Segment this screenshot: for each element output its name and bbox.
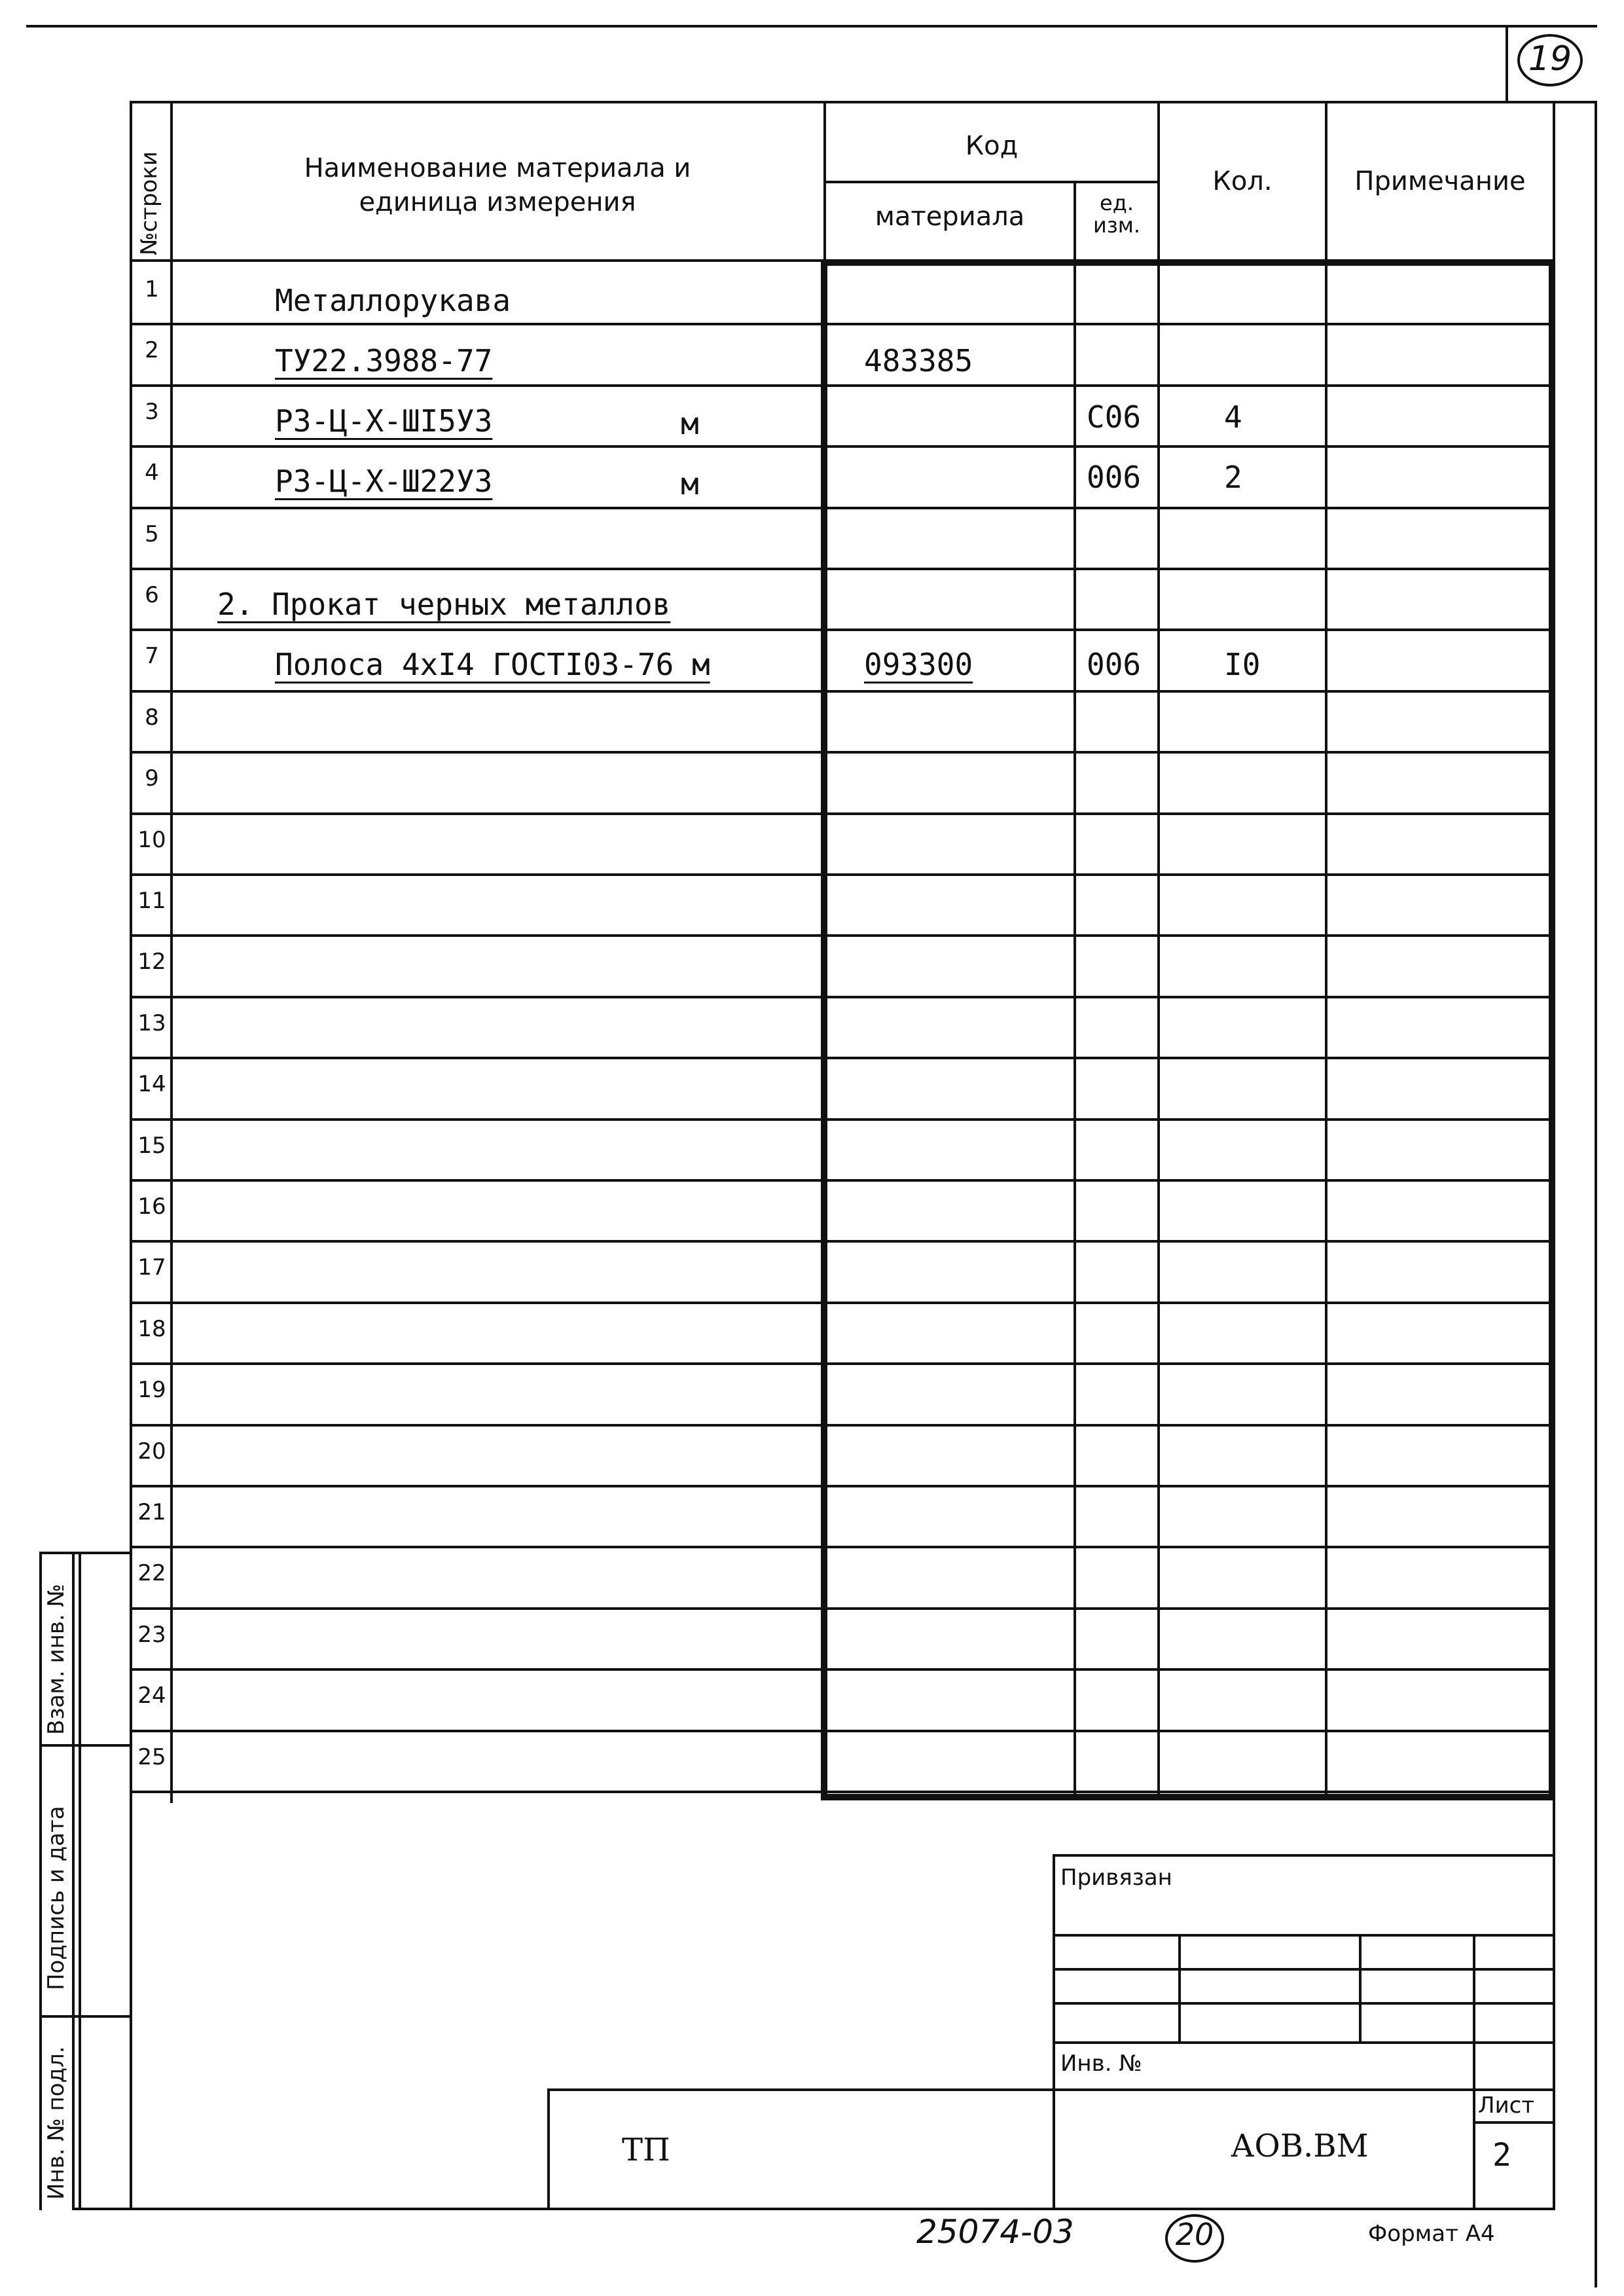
stamp-sep-2 bbox=[39, 2015, 132, 2018]
header-row-no: №строки bbox=[136, 151, 162, 255]
row-number: 21 bbox=[137, 1499, 166, 1525]
row-4-unit-code: 006 bbox=[1087, 460, 1142, 495]
tb-privyazan-top bbox=[1053, 1854, 1555, 1857]
row-7-material: 093300 bbox=[864, 647, 973, 682]
row-line bbox=[130, 1240, 1555, 1243]
stamp-outer-line bbox=[39, 1552, 42, 2210]
row-4-name: РЗ-Ц-Х-Ш22УЗ bbox=[275, 464, 493, 499]
code-thick-box bbox=[821, 259, 1555, 1800]
row-7-qty: I0 bbox=[1224, 647, 1261, 682]
row-3-name: РЗ-Ц-Х-ШI5УЗ bbox=[275, 403, 493, 439]
row-number: 16 bbox=[137, 1194, 166, 1220]
row-line bbox=[130, 445, 1555, 448]
stamp-top-line bbox=[39, 1552, 132, 1554]
header-code: Код bbox=[965, 131, 1019, 161]
tb-v-1 bbox=[1178, 1934, 1181, 2041]
header-qty: Кол. bbox=[1212, 166, 1272, 196]
tb-project: ТП bbox=[622, 2132, 670, 2168]
footer-doc-number: 25074-03 bbox=[916, 2213, 1074, 2251]
row-line bbox=[130, 1791, 1555, 1793]
row-number: 23 bbox=[137, 1622, 166, 1648]
header-name-line1: Наименование материала и bbox=[304, 153, 691, 183]
row-number: 3 bbox=[145, 399, 159, 425]
tb-left-line bbox=[1053, 1854, 1055, 2210]
row-line bbox=[130, 751, 1555, 754]
row-number: 10 bbox=[137, 827, 166, 853]
tb-designation: АОВ.ВМ bbox=[1231, 2128, 1369, 2164]
tb-inv-no: Инв. № bbox=[1060, 2050, 1142, 2077]
row-number: 14 bbox=[137, 1071, 166, 1097]
badge-divider bbox=[1506, 25, 1508, 103]
stamp-left-line bbox=[72, 1552, 75, 2210]
header-code-unit-2: изм. bbox=[1092, 213, 1141, 238]
row-line bbox=[130, 1485, 1555, 1487]
tb-line-2 bbox=[1053, 1968, 1555, 1971]
row-line bbox=[130, 996, 1555, 998]
row-number: 25 bbox=[137, 1744, 166, 1770]
top-border-line bbox=[26, 25, 1597, 27]
col-unit-divider bbox=[1157, 262, 1160, 1800]
frame-bottom bbox=[72, 2208, 1555, 2210]
row-number: 11 bbox=[137, 888, 166, 914]
header-code-unit-1: ед. bbox=[1100, 191, 1134, 215]
code-sub-line bbox=[823, 181, 1157, 183]
row-number: 19 bbox=[137, 1377, 166, 1403]
row-number: 2 bbox=[145, 337, 159, 363]
row-number: 13 bbox=[137, 1010, 166, 1036]
row-number: 1 bbox=[145, 276, 159, 302]
row-number: 9 bbox=[145, 765, 159, 792]
row-number: 4 bbox=[145, 460, 159, 486]
row-number: 8 bbox=[145, 704, 159, 731]
row-line bbox=[130, 1302, 1555, 1304]
row-line bbox=[130, 1424, 1555, 1427]
tb-line-1 bbox=[1053, 1934, 1555, 1937]
sheet-badge: 19 bbox=[1528, 39, 1572, 79]
stamp-sep-1 bbox=[39, 1744, 132, 1747]
outer-right-line bbox=[1595, 101, 1597, 2287]
row-line bbox=[130, 629, 1555, 631]
col-qty-divider bbox=[1325, 262, 1327, 1800]
row-number: 15 bbox=[137, 1133, 166, 1159]
row-2-name: ТУ22.3988-77 bbox=[275, 343, 493, 378]
row-number: 6 bbox=[145, 582, 159, 608]
row-number: 12 bbox=[137, 949, 166, 975]
row-line bbox=[130, 1362, 1555, 1365]
stamp-podpis: Подпись и дата bbox=[43, 1806, 69, 1990]
row-number: 5 bbox=[145, 521, 159, 547]
row-number: 17 bbox=[137, 1254, 166, 1281]
stamp-inv-podl: Инв. № подл. bbox=[43, 2046, 69, 2200]
frame-left bbox=[130, 101, 132, 2210]
row-line bbox=[130, 507, 1555, 509]
row-line bbox=[130, 384, 1555, 387]
row-line bbox=[130, 323, 1555, 325]
stamp-inner-line bbox=[79, 1552, 81, 2210]
tb-sheet-no: 2 bbox=[1492, 2137, 1511, 2174]
row-line bbox=[130, 1179, 1555, 1182]
tb-line-3 bbox=[1053, 2002, 1555, 2005]
tb-sheet-label: Лист bbox=[1478, 2092, 1535, 2119]
row-3-unit: м bbox=[681, 406, 699, 441]
row-7-name: Полоса 4хI4 ГОСТI03-76 м bbox=[275, 647, 710, 682]
row-line bbox=[130, 873, 1555, 876]
row-3-unit-code: C06 bbox=[1087, 399, 1142, 435]
tb-privyazan: Привязан bbox=[1060, 1865, 1172, 1891]
footer-format: Формат А4 bbox=[1368, 2221, 1495, 2247]
row-line bbox=[130, 1730, 1555, 1732]
row-number: 7 bbox=[145, 643, 159, 669]
header-note: Примечание bbox=[1354, 166, 1526, 196]
row-4-qty: 2 bbox=[1224, 460, 1242, 495]
row-1-name: Металлорукава bbox=[275, 283, 511, 318]
header-name-line2: единица измерения bbox=[359, 187, 636, 217]
tb-v-3 bbox=[1473, 1934, 1475, 2210]
row-number: 22 bbox=[137, 1560, 166, 1586]
frame-top bbox=[130, 101, 1597, 103]
tb-main-left bbox=[547, 2088, 550, 2210]
stamp-vzam: Взам. инв. № bbox=[43, 1584, 69, 1735]
row-6-name: 2. Прокат черных металлов bbox=[217, 587, 671, 622]
row-line bbox=[130, 812, 1555, 815]
row-line bbox=[130, 1118, 1555, 1121]
row-line bbox=[130, 1057, 1555, 1059]
row-7-unit-code: 006 bbox=[1087, 647, 1142, 682]
row-line bbox=[130, 1607, 1555, 1610]
row-line bbox=[130, 1546, 1555, 1548]
row-number: 18 bbox=[137, 1316, 166, 1342]
col-name-divider-hdr bbox=[823, 101, 826, 264]
row-line bbox=[130, 690, 1555, 693]
row-line bbox=[130, 568, 1555, 570]
row-number: 20 bbox=[137, 1438, 166, 1465]
row-line bbox=[130, 934, 1555, 937]
tb-main-top bbox=[547, 2088, 1555, 2091]
tb-line-4 bbox=[1053, 2041, 1555, 2044]
header-code-material: материала bbox=[875, 202, 1025, 232]
tb-sheet-sep bbox=[1473, 2121, 1555, 2124]
footer-circle-number: 20 bbox=[1175, 2217, 1214, 2252]
col-material-divider bbox=[1074, 262, 1076, 1800]
row-line bbox=[130, 1668, 1555, 1671]
tb-v-2 bbox=[1359, 1934, 1362, 2041]
row-number: 24 bbox=[137, 1683, 166, 1709]
row-4-unit: м bbox=[681, 466, 699, 501]
row-2-material: 483385 bbox=[864, 343, 973, 378]
row-3-qty: 4 bbox=[1224, 399, 1242, 435]
